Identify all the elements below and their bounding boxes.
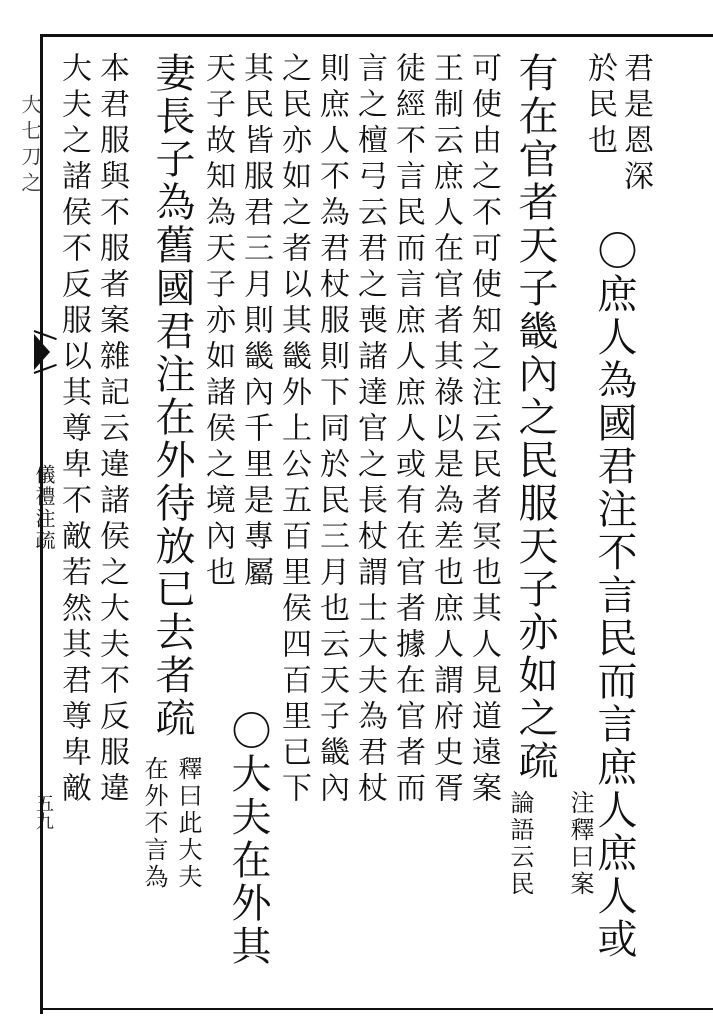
frame-bottom-border (40, 1008, 713, 1010)
text-column: 於民也 (582, 52, 617, 160)
commentary-column: 其民皆服君三月則畿內千里是專屬 (238, 52, 273, 592)
commentary-column: 言之檀弓云君之喪諸達官之長杖謂士大夫為君杖 (352, 52, 387, 808)
commentary-column: 大夫之諸侯不反服以其尊卑不敵若然其君尊卑敵 (56, 52, 91, 808)
commentary-note: 注釋曰案 (566, 790, 594, 898)
commentary-column: 則庶人不為君杖服則下同於民三月也云天子畿內 (314, 52, 349, 808)
commentary-column: 天子故知為天子亦如諸侯之境內也 (200, 52, 235, 592)
commentary-column: 徒經不言民而言庶人庶人或有在官者據在官者而 (390, 52, 425, 808)
main-text-column (512, 52, 558, 783)
outer-margin (0, 34, 56, 1014)
commentary-note: 釋曰此大夫 (174, 756, 202, 891)
commentary-column: 本君服與不服者案雜記云違諸侯之大夫不反服違 (94, 52, 129, 808)
text-column: 君是恩深 (618, 52, 653, 196)
fish-tail-mark (34, 334, 50, 370)
commentary-note: 在外不言為 (140, 756, 168, 891)
main-text: 有在官者天子畿內之民服天子亦如之疏 (512, 52, 558, 783)
main-text: 妻長子為舊國君注在外待放已去者疏 (149, 52, 195, 740)
main-text: 〇庶人為國君注不言民而言庶人庶人或 (591, 230, 637, 961)
main-text-column (591, 230, 637, 961)
commentary-column: 之民亦如之者以其畿外上公五百里侯四百里已下 (276, 52, 311, 808)
main-text-column (225, 710, 271, 968)
book-title: 儀禮注疏 (32, 464, 56, 552)
commentary-note: 論語云民 (506, 790, 534, 898)
main-text-column (149, 52, 195, 740)
main-text: 〇大夫在外其 (225, 710, 271, 968)
margin-top-text: 大七刀之 (18, 94, 42, 198)
frame-top-border (40, 34, 713, 37)
commentary-column: 王制云庶人在官者其祿以是為差也庶人謂府史胥 (428, 52, 463, 808)
commentary-column: 可使由之不可使知之注云民者冥也其人見道遠案 (466, 52, 501, 808)
folio-number: 五九 (33, 794, 54, 830)
